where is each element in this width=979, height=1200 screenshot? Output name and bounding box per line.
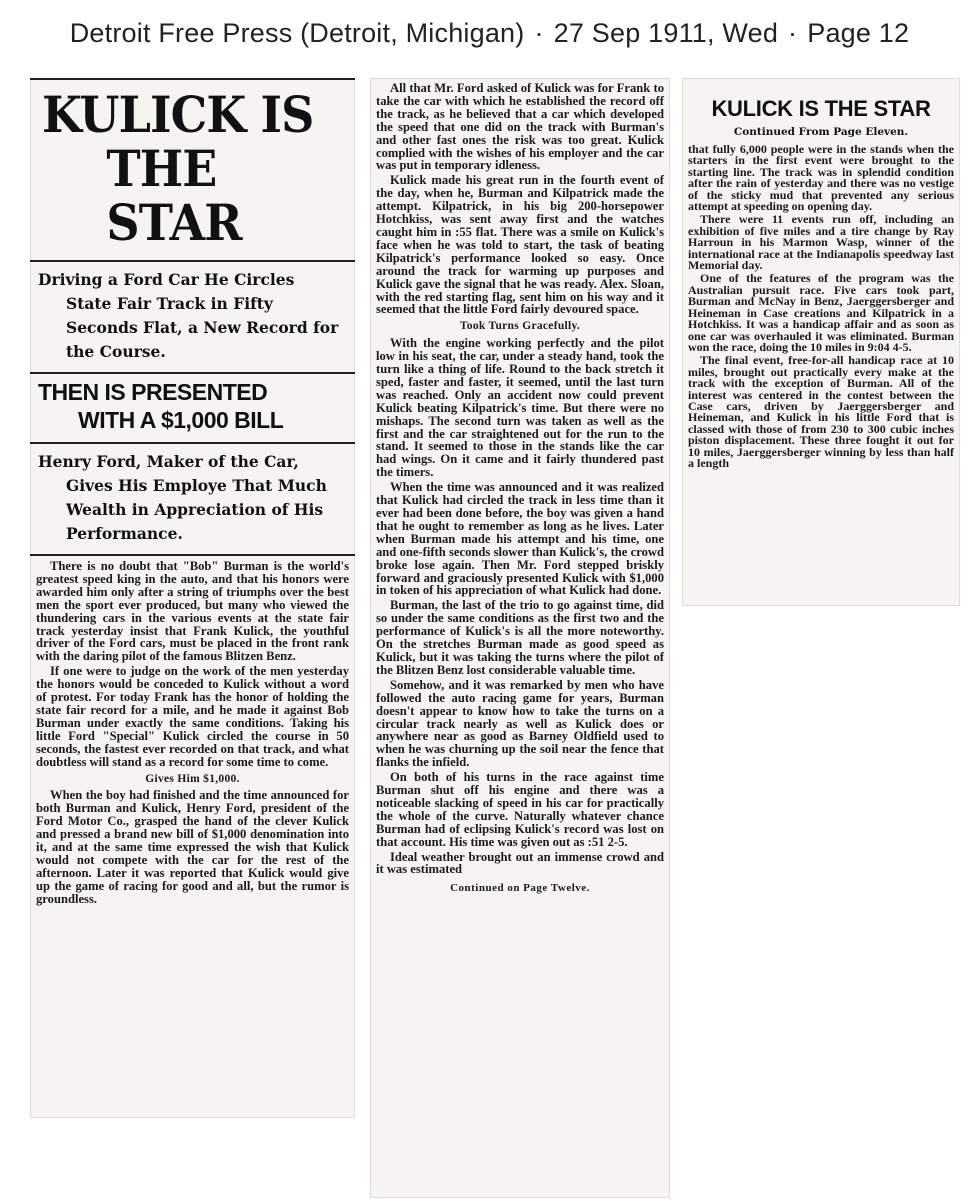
article-body [36,560,349,906]
source-title: Detroit Free Press (Detroit, Michigan) [69,18,525,48]
paragraph: Somehow, and it was remarked by men who have followed the auto racing game for years, Burman doesn't appear to know how to take the turns on a circular track nearly as well as Kulick does or anywhere near as good as Barney Oldfield used to when he was churning up the soil near the fence that flanks the infield. [376,677,664,770]
main-headline [42,85,323,252]
clipping-column-2 [370,78,670,1198]
deck-line: Performance. [66,524,183,543]
section-subhead: Gives Him $1,000. [145,772,240,785]
continued-footer: Continued on Page Twelve. [450,882,590,895]
paragraph: All that Mr. Ford asked of Kulick was for Frank to take the car with which he established the record off the track, as he believed that a car which developed the speed that one did on the track with Burman's and other fast ones the risk was too great. Kulick complied with the wishes of his employer and the car was put in temporary idleness. [376,81,664,173]
paragraph: One of the features of the program was the Australian pursuit race. Five cars took part, Burman and McNay in Benz, Jaerggersberger and Heineman in Case creations and Kilpatrick in a Hotchkiss. It was a handicap affair and as soon as one car was overhauled it was eliminated. Burman won the race, doing the 10 miles in 9:04 4-5. [688,271,954,354]
sub-headline [38,378,349,434]
continuation-headline: KULICK IS THE STAR [711,96,931,121]
continued-from: Continued From Page Eleven. [733,126,909,138]
sub-headline-line: WITH A $1,000 BILL [78,407,284,433]
clipping-column-3 [682,78,960,606]
sub-headline-line: THEN IS PRESENTED [38,379,268,405]
page-header [0,18,979,49]
separator: · [534,18,544,48]
paragraph: With the engine working perfectly and the pilot low in his seat, the car, under a steady hand, took the turn like a thing of life. Round to the back stretch it sped, faster and faster, it seemed, until the last turn was reached. Only an accident now could prevent Kulick beating Kilpatrick's time. But there were no mishaps. The second turn was taken as well as the first and the car straightened out for the run to the stand. It seemed to those in the stands like the car had wings. On it came and it fairly thundered past the timers. [376,336,664,480]
separator: · [788,18,798,48]
paragraph: When the time was announced and it was realized that Kulick had circled the track in less time than it ever had been done before, the boy was given a hand that he ought to remember as long as he lives. Later when Burman made his attempt and his time, one and one-fifth seconds slower than Kulick's, the crowd broke lose again. Then Mr. Ford stepped briskly forward and graciously presented Kulick with $1,000 in token of his appreciation of what Kulick had done. [376,480,664,598]
issue-date: 27 Sep 1911, Wed [553,18,779,48]
paragraph: Kulick made his great run in the fourth event of the day, when he, Burman and Kilpatrick made the attempt. Kilpatrick, in his big 200-horsepower Hotchkiss, was sent away first and the watches caught him in :55 flat. There was a smile on Kulick's face when he was told to start, the task of beating Kilpatrick's performance looked so easy. Once around the track for warming up purposes and Kulick gave the signal that he was ready. Alex. Sloan, with the red starting flag, sent him on his way and it seemed that the little Ford fairly devoured space. [376,173,664,317]
section-subhead: Took Turns Gracefully. [459,320,581,333]
deck-line: Gives His Employe That Much [66,476,327,495]
deck-2 [38,450,347,546]
deck-line: the Course. [66,342,166,361]
deck-line: State Fair Track in Fifty [66,294,273,313]
headline-line: THE STAR [106,139,242,252]
divider [30,442,355,444]
clipping-column-1 [30,78,355,1118]
deck-1 [38,268,347,364]
divider [30,260,355,262]
divider [30,372,355,374]
paragraph: that fully 6,000 people were in the stands when the starters in the first event were brought to the starting line. The track was in splendid condition after the rain of yesterday and there was no vestige of the sticky mud that prevented any serious attempt at speeding on opening day. [688,142,954,214]
deck-line: Seconds Flat, a New Record for [66,318,339,337]
deck-line: Henry Ford, Maker of the Car, [38,452,299,471]
headline-line: KULICK IS [42,85,314,144]
paragraph: The final event, free-for-all handicap race at 10 miles, brought out practically every make at the track with the exception of Burman. All of the interest was centered in the contest between the Case cars, driven by Jaerggersberger and Heineman, and Kulick in his little Ford that is classed with those of from 230 to 300 cubic inches piston displacement. These three fought it out for 10 miles, Jaerggersberger winning by less than half a length [688,353,954,470]
paragraph: There were 11 events run off, including an exhibition of five miles and a tire change by Ray Harroun in his Marmon Wasp, winner of the international race at the Indianapolis speedway last Memorial day. [688,212,954,273]
paragraph: If one were to judge on the work of the men yesterday the honors would be conceded to Kulick without a word of protest. For today Frank has the honor of holding the state fair record for a mile, and he made it against Bob Burman under exactly the same conditions. Taking his little Ford "Special" Kulick circled the course in 50 seconds, the fastest ever recorded on that track, and what doubtless will stand as a record for some time to come. [36,664,349,769]
divider [30,554,355,556]
article-body [376,82,664,895]
paragraph: There is no doubt that "Bob" Burman is the world's greatest speed king in the auto, and that his honors were awarded him only after a string of triumphs over the best men the sport ever produced, but many who viewed the thundering cars in the various events at the state fair track yesterday insist that Frank Kulick, the youthful driver of the Ford cars, must be placed in the front rank with the daring pilot of the famous Blitzen Benz. [36,559,349,664]
paragraph: Ideal weather brought out an immense crowd and it was estimated [376,849,664,877]
deck-line: Wealth in Appreciation of His [66,500,324,519]
article-body [688,144,954,469]
paragraph: Burman, the last of the trio to go against time, did so under the same conditions as the first two and the performance of Kulick's is all the more noteworthy. On the stretches Burman made as good speed as Kulick, but it was taking the turns where the pilot of the Blitzen Benz lost considerable valuable time. [376,598,664,677]
paragraph: On both of his turns in the race against time Burman shut off his engine and there was a noticeable slacking of speed in his car for practically the whole of the curve. Naturally whatever chance Burman had of eclipsing Kulick's record was lost on that account. His time was given out as :51 2-5. [376,770,664,849]
top-rule [30,78,355,80]
paragraph: When the boy had finished and the time announced for both Burman and Kulick, Henry Ford, president of the Ford Motor Co., grasped the hand of the clever Kulick and pressed a brand new bill of $1,000 denomination into it, and at the same time expressed the wish that Kulick would not compete with the car for the rest of the afternoon. Later it was reported that Kulick would give up the game of racing for good and all, but the rumor is groundless. [36,788,349,906]
page-number: Page 12 [807,18,910,48]
deck-line: Driving a Ford Car He Circles [38,270,295,289]
